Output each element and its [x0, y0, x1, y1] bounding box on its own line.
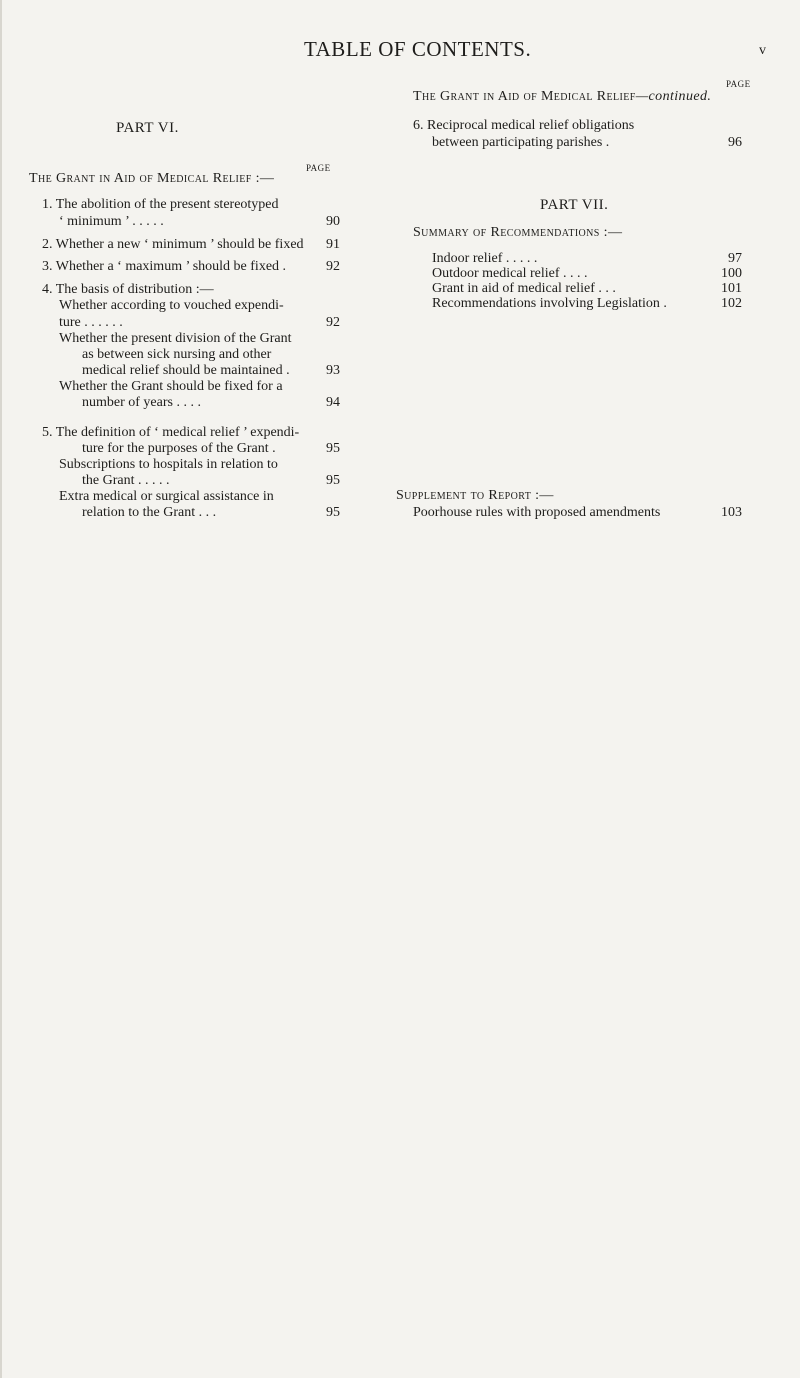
- entry-line: ture for the purposes of the Grant .: [82, 441, 276, 456]
- part-vi-heading: PART VI.: [116, 120, 179, 136]
- continued-heading-text: The Grant in Aid of Medical Relief: [413, 89, 636, 104]
- page-number: 96: [728, 135, 742, 150]
- section-heading-grant: The Grant in Aid of Medical Relief :—: [29, 171, 275, 186]
- page-number: 93: [326, 363, 340, 378]
- page-number: 91: [326, 237, 340, 252]
- page-edge: [0, 0, 2, 1378]
- page-column-label-right: PAGE: [726, 79, 751, 89]
- entry-line: Poorhouse rules with proposed amendments: [413, 505, 661, 520]
- entry-line: Indoor relief . . . . .: [432, 251, 538, 266]
- page-number: 95: [326, 505, 340, 520]
- continued-suffix: —continued.: [635, 89, 712, 104]
- entry-line: as between sick nursing and other: [82, 347, 272, 362]
- page-numeral: v: [759, 43, 766, 58]
- part-vii-heading: PART VII.: [540, 197, 609, 213]
- entry-line: ture . . . . . .: [59, 315, 123, 330]
- entry-line: Extra medical or surgical assistance in: [59, 489, 274, 504]
- entry-line: number of years . . . .: [82, 395, 201, 410]
- page-number: 100: [721, 266, 742, 281]
- entry-line: Recommendations involving Legislation .: [432, 296, 667, 311]
- entry-line: 2. Whether a new ‘ minimum ’ should be fixed: [42, 237, 304, 252]
- page-number: 90: [326, 214, 340, 229]
- entry-line: Grant in aid of medical relief . . .: [432, 281, 616, 296]
- page-number: 102: [721, 296, 742, 311]
- summary-heading: Summary of Recommendations :—: [413, 225, 623, 240]
- supplement-heading: Supplement to Report :—: [396, 488, 554, 503]
- entry-line: ‘ minimum ’ . . . . .: [59, 214, 164, 229]
- page-number: 95: [326, 441, 340, 456]
- running-title: TABLE OF CONTENTS.: [304, 37, 532, 61]
- entry-line: 4. The basis of distribution :—: [42, 282, 214, 297]
- entry-line: 5. The definition of ‘ medical relief ’ expendi-: [42, 425, 300, 440]
- page-number: 92: [326, 259, 340, 274]
- page-number: 97: [728, 251, 742, 266]
- entry-line: Outdoor medical relief . . . .: [432, 266, 588, 281]
- entry-line: 6. Reciprocal medical relief obligations: [413, 118, 635, 133]
- page-number: 103: [721, 505, 742, 520]
- entry-line: relation to the Grant . . .: [82, 505, 217, 520]
- entry-line: medical relief should be maintained .: [82, 363, 290, 378]
- entry-line: Whether according to vouched expendi-: [59, 298, 284, 313]
- page-column-label-left: PAGE: [306, 163, 331, 173]
- page-number: 92: [326, 315, 340, 330]
- entry-line: between participating parishes .: [432, 135, 610, 150]
- page-number: 95: [326, 473, 340, 488]
- entry-line: Whether the Grant should be fixed for a: [59, 379, 283, 394]
- entry-line: Whether the present division of the Grant: [59, 331, 292, 346]
- entry-line: 3. Whether a ‘ maximum ’ should be fixed .: [42, 259, 287, 274]
- entry-line: 1. The abolition of the present stereotyped: [42, 197, 279, 212]
- page-number: 94: [326, 395, 340, 410]
- continued-heading: [413, 89, 711, 105]
- page-number: 101: [721, 281, 742, 296]
- entry-line: Subscriptions to hospitals in relation to: [59, 457, 278, 472]
- entry-line: the Grant . . . . .: [82, 473, 170, 488]
